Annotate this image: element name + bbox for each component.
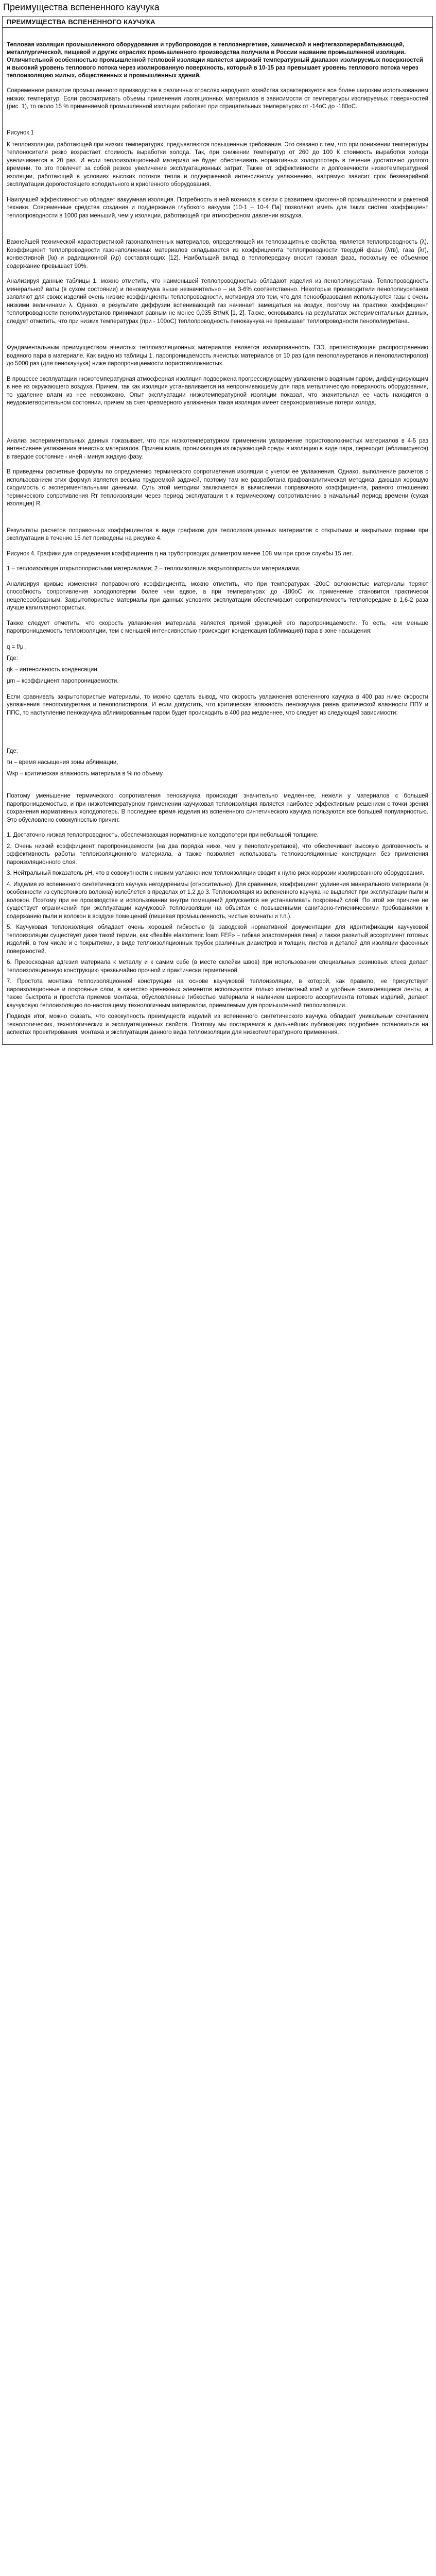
figure-4-caption: Рисунок 4. Графики для определения коэффициента η на трубопроводах диаметром менее 108 мм при сроке службы 15 лет. [7,550,353,557]
paragraph-1: Современное развитие промышленного производства в различных отраслях народного хозяйства характеризуется все более широким использованием низких температур. Если рассматривать объемы применения изоляционных материалов в зависимости от температуры изолируемых поверхностей (рис. 1), то около 15 % применяемой промышленной изоляции работает при отрицательных температурах от -14оС до -180оС. [7,88,428,110]
list-item: 4. Изделия из вспененного синтетического каучука негодоренимы (относительно). Для сравнения, коэффициент удлинения минерального материала (в особенности из супертонкого волокна) колеблется в пределах от 1,2 до 3. Теплоизоляция из вспененного каучука не выделяет при эксплуатации пыли и волокон. Поэтому при ее производстве и использовании внутри помещений допускается не устанавливать покровный слой. По этой же причине не существует ограничений при эксплуатации каучуковой теплоизоляции на объектах с повышенными санитарно-гигиеническими требованиями к содержанию пыли и волокон в воздухе помещений (пищевая промышленность, чистые комнаты и т.п.). [7,881,428,920]
paragraph-2: К теплоизоляции, работающей при низких температурах, предъявляются повышенные требования. Это связано с тем, что при понижении температуры теплоносителя резко возрастает стоимость выработки холода. Так, при снижении температур от 260 до 100 К стоимость выработки холода увеличивается в 20 раз. И если теплоизоляционный материал не будет обеспечивать нормативных холодопотерь в течение достаточно долгого времени, то это повлечет за собой резкое увеличение эксплуатационных затрат. Также от эффективности и долговечности низкотемпературной изоляции, работающей в условиях высоких потоков тепла и подверженной интенсивному увлажнению, напрямую зависит срок безаварийной эксплуатации дорогостоящего холодильного и криогенного оборудования. [7,141,428,188]
paragraph-5: Анализируя данные таблицы 1, можно отметить, что наименьшей теплопроводностью обладают изделия из пенополиуретана. Теплопроводность минеральной ваты (в сухом состоянии) и пенокаучука выше незначительно – на 3-6% соответственно. Некоторые производители пенополиуретанов заявляют для своих изделий очень низкие коэффициенты теплопроводности, мотивируя это тем, что для пенообразования используются газы с очень низкими величинами λ. Однако, в результате диффузии вспенивающий газ начинает замещаться на воздух, поэтому на практике коэффициент теплопроводности пенополиуретанов принимают равным не менее 0,035 Вт/мК [1, 2]. Также, основываясь на результатах экспериментальных данных, следует отметить, что при низких температурах (при - 100оС) теплопроводность пенокаучука не превышает теплопроводности пенополиуретана. [7,278,428,325]
spacer [7,415,428,426]
figure-4-legend: 1 – теплоизоляция открытопористыми материалами; 2 – теплоизоляция закрытопористыми материалами. [7,566,301,572]
spacer [7,227,428,239]
paragraph-6: Фундаментальным преимуществом ячеистых теплоизоляционных материалов является изолированность ГЗЭ, препятствующая распространению водяного пара в материале. Как видно из таблицы 1, паропроницаемость ячеистых материалов от 10 раз (для пенополиуретанов и пенополистиролов) до 5000 раз (для пенокаучука) ниже паропроницаемости пористоволокнистых. [7,345,428,367]
definition-3: τн – время насыщения зоны аблимации, [7,759,118,766]
page-title: Преимущества вспененного каучука [3,2,160,12]
article-header: ПРЕИМУЩЕСТВА ВСПЕНЕННОГО КАУЧУКА [3,16,432,28]
paragraph-10: Результаты расчетов поправочных коэффициентов в виде графиков для теплоизоляционных материалов с открытыми и закрытыми порами при эксплуатации в течение 15 лет приведены на рисунке 4. [7,527,428,541]
paragraph-3: Наилучшей эффективностью обладает вакуумная изоляция. Потребность в ней возникла в связи с развитием криогенной промышленности и ракетной техники. Современные средства создания и поддержания глубокого вакуума (10-1 – 10-4 Па) позволяют иметь для таких систем коэффициент теплопроводности в 1000 раз меньший, чем у изоляции, работающей при атмосферном давлении воздуха. [7,196,428,219]
advantages-list [7,832,428,1037]
spacer [7,688,428,693]
spacer [7,426,428,437]
spacer [7,333,428,344]
page [0,2,436,2576]
list-item: 1. Достаточно низкая теплопроводность, обеспечивающая нормативные холодопотери при небольшой толщине. [7,832,319,838]
where-label-2: Где: [7,748,18,754]
article-frame [2,16,433,1045]
article-lead: Тепловая изоляция промышленного оборудования и трубопроводов в теплоэнергетике, химической и нефтегазоперерабатывающей, металлургической, пищевой и других отраслях промышленного производства получила в России название промышленной изоляции. Отличительной особенностью промышленной тепловой изоляции является широкий температурный диапазон изолируемых поверхностей и высокий уровень теплового потока через изолированную поверхность, который в 10-15 раз превышает уровень теплового потока через теплоизоляцию жилых, общественных и промышленных зданий. [7,42,423,79]
conclusion: Подводя итог, можно сказать, что совокупность преимуществ изделий из вспененного синтетического каучука обладает уникальным сочетанием технологических, технологических и эксплуатационных свойств. Поэтому мы постараемся в дальнейших публикациях подробнее остановиться на аспектах проектирования, монтажа и эксплуатации данного вида теплоизоляции для низкотемпературного применения. [7,1013,428,1036]
spacer [7,516,428,527]
article-content [3,28,432,1044]
spacer [7,724,428,736]
figure-1-caption: Рисунок 1 [7,129,34,136]
definition-1: qk – интенсивность конденсации, [7,666,99,673]
paragraph-15: Если сравнивать закрытопористые материалы, то можно сделать вывод, что скорость увлажнения вспененного каучука в 400 раз ниже скорости увлажнения пенополиуретана и пенополистирола. И если допустить, что критическая влажность пенокаучука равна критической влажности ППУ и ППС, то наступление пенокаучука аблимированным паром будет происходить в 400 раз медленнее, что следует из следующей зависимости: [7,693,428,716]
where-label-1: Где: [7,655,18,662]
paragraph-8: Анализ экспериментальных данных показывает, что при низкотемпературном применении увлажнение пористоволокнистых материалов в 4-5 раз интенсивнее увлажнения ячеистых материалов. Причем влага, проникающая из окружающей среды в изоляцию в виде пара, переходит (аблимируется) в твердое состояние - иней - минуя жидкую фазу. [7,437,428,460]
list-item: 2. Очень низкий коэффициент паропроницаемости (на два порядка ниже, чем у пенополиуретанов), что обеспечивает высокую долговечность и эффективность работы теплоизоляционного материала, а также позволяет использовать теплоизоляционные конструкции без применения пароизоляционного слоя. [7,843,428,866]
list-item: 5. Каучуковая теплоизоляция обладает очень хорошей гибкостью (в заводской нормативной документации для идентификации каучуковой теплоизоляции существует даже такой термин, как «flexible elastomeric foam FEF» – гибкая эластомерная пена) и также развитый ассортимент готовых изделий, в том числе и с покрытиями, в виде теплоизоляционных трубок различных диаметров и толщин, листов и деталей для изоляции фасонных поверхностей. [7,924,428,955]
formula-1: q = f/μ , [7,643,27,650]
spacer [7,736,428,747]
paragraph-7: В процессе эксплуатации низкотемпературная атмосферная изоляция подвержена прогрессирующему увлажнению водяным паром, диффундирующим в нее из окружающего воздуха. Причем, так как изоляция устанавливается на непрогнивающему для пара металлическую поверхность оборудования, то удаление влаги из нее невозможно. Опыт эксплуатации низкотемпературной изоляции показал, что значительная ее часть находится в неудовлетворительном состоянии, причем за счет чрезмерного увлажнения такая изоляция имеет сверхнормативные потери холода. [7,376,428,406]
list-item: 6. Превосходная адгезия материала к металлу и к самим себе (в месте склейки швов) при использовании специальных резиновых клеев делает теплоизоляционную конструкцию чрезвычайно прочной и практически герметичной. [7,959,428,974]
paragraph-14: Также следует отметить, что скорость увлажнения материала является прямой функцией его паропроницаемости. То есть, чем меньше паропроницаемость теплоизоляции, тем с меньшей интенсивностью происходит конденсация (аблимация) пара в зоне насыщения: [7,620,428,634]
spacer [7,118,428,130]
paragraph-16: Поэтому уменьшение термического сопротивления пенокаучука происходит значительно медленнее, нежели у материалов с большей паропроницаемостью, и при низкотемпературном применении каучуковая теплоизоляция является наиболее эффективным решением с точки зрения сохранения нормативных холодопотерь. В последнее время изделия из вспененного синтетического каучука пользуются все большей популярностью. Это обусловлено совокупностью причин: [7,793,428,823]
paragraph-13: Анализируя кривые изменения поправочного коэффициента, можно отметить, что при температурах -20оС волокнистые материалы теряют способность сопротивления холодопотерям более чем вдвое, а при температурах до -180оС их применение становится практически нецелесообразным. Закрытопористые материалы при данных условиях эксплуатации обеспечивают сопротивляемость теплопередаче в 1,6-2 раза лучше капиллярнопористых. [7,581,428,611]
list-item: 7. Простота монтажа теплоизоляционной конструкции на основе каучуковой теплоизоляции, в которой, как правило, не присутствует пароизоляционные и покровные слои, а качество кренежных элементов используются только контактный клей и удобные самоклеящиеся ленты, а также быстрота и простота приемов монтажа, обусловленные гибкостью материала и наличием широкого ассортимента готовых изделий, делают каучуковую теплоизоляцию по-настоящему технологичным материалом, приемлемым для промышленной теплоизоляции. [7,978,428,1009]
list-item: 3. Нейтральный показатель pH, что в совокупности с низким увлажнением теплоизоляции сводит к нулю риск коррозии изолированного оборудования. [7,870,425,876]
spacer [7,781,428,792]
paragraph-9: В приведены расчетные формулы по определению термического сопротивления изоляции с учетом ее увлажнения. Однако, выполнение расчетов с использованием этих формул является весьма трудоемкой задачей, поэтому там же разработана графоаналитическая методика, дающая хорошую сходимость с экспериментальными данными. Суть этой методики заключается в вычислении поправочного коэффициента, равного отношению термического сопротивления Rт теплоизоляции через период эксплуатации τ к термическому сопротивлению в начальный период времени (сухая изоляция) R. [7,469,428,507]
definition-4: Wкр – критическая влажность материала в % по объему. [7,771,164,777]
definition-2: μm – коэффициент паропроницаемости. [7,677,119,684]
paragraph-4: Важнейшей технической характеристикой газонаполненных материалов, определяющей их теплозащитные свойства, является теплопроводность (λ). Коэффициент теплопроводности газонаполненных материалов складывается из коэффициента теплопроводности твердой фазы (λтв), газа (λг), конвективной (λк) и радиационной (λр) составляющих [12]. Наибольший вклад в теплопередачу вносит газовая фаза, поскольку ее объемное содержание превышает 90%. [7,239,428,269]
